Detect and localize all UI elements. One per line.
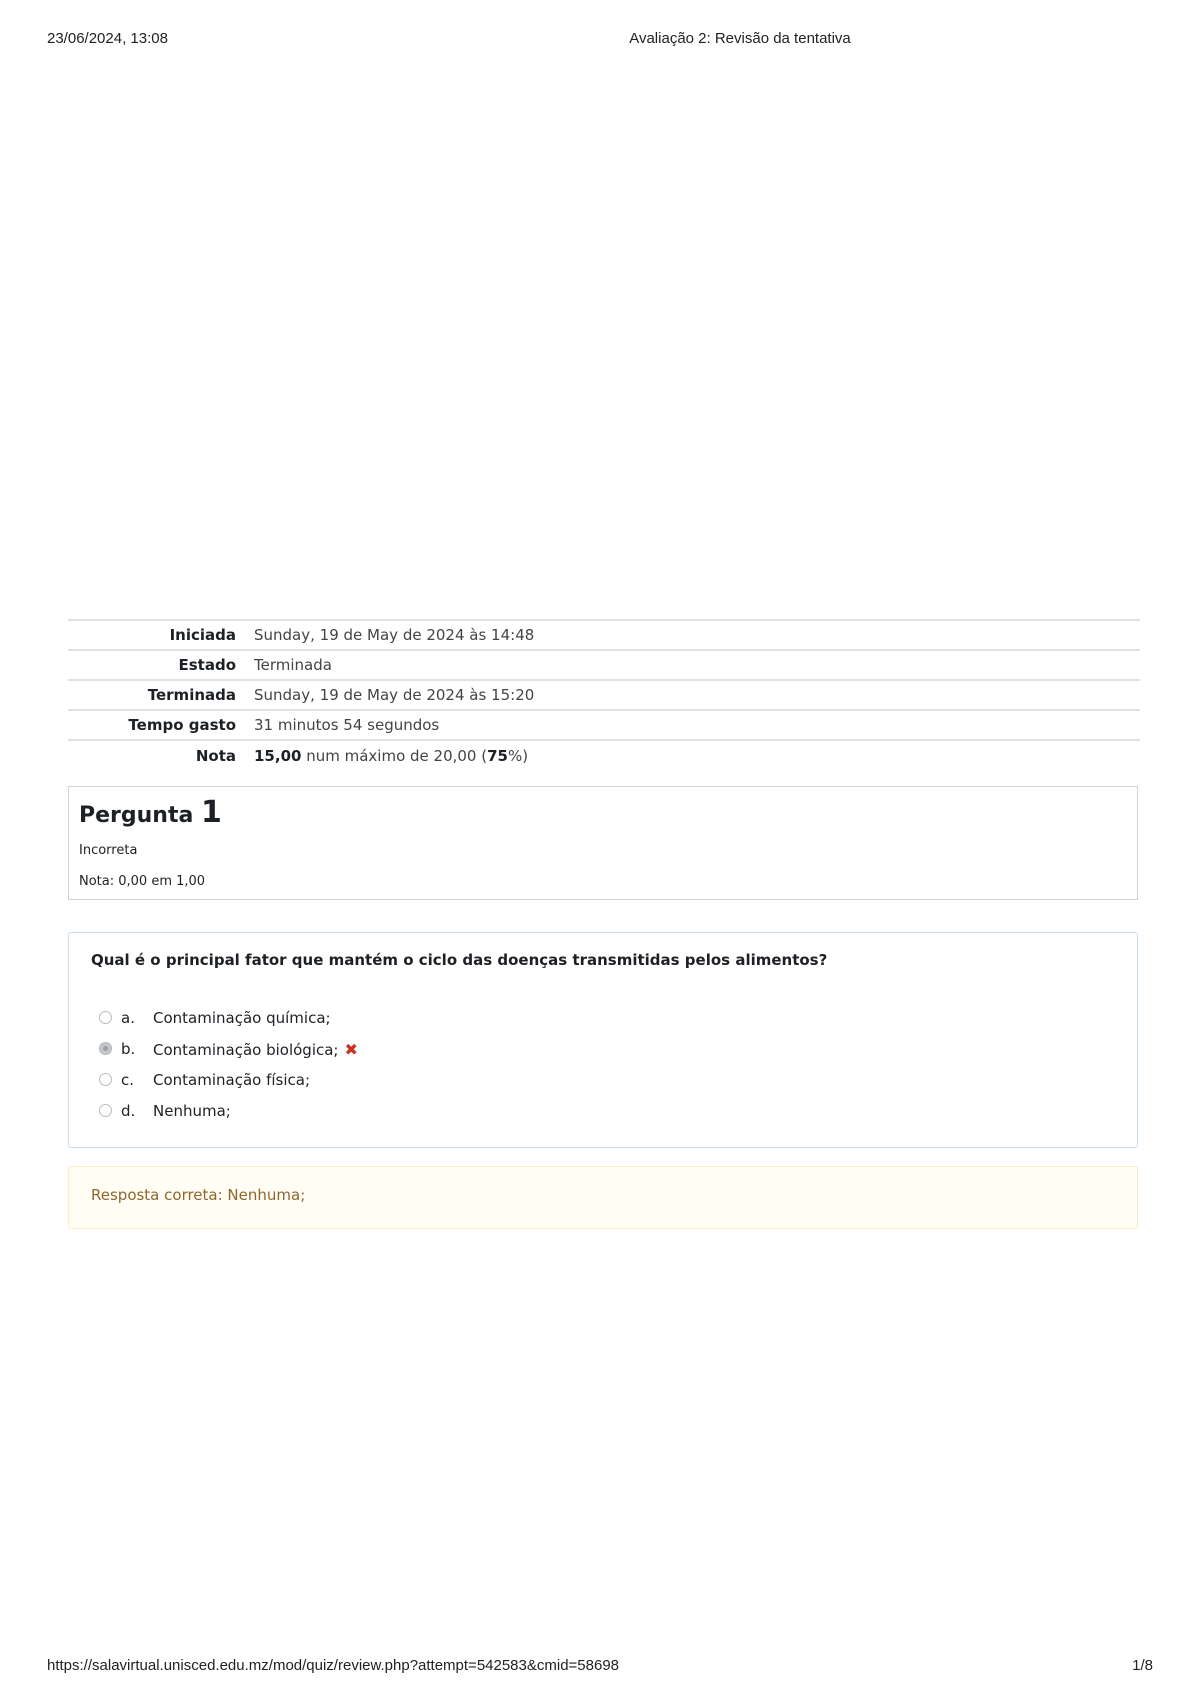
print-footer [47, 1657, 1153, 1677]
summary-row-state [68, 650, 1140, 680]
summary-row-time-taken [68, 710, 1140, 740]
question-text: Qual é o principal fator que mantém o ciclo das doenças transmitidas pelos alimentos? [91, 951, 828, 969]
question-state: Incorreta [79, 843, 138, 858]
question-grade: Nota: 0,00 em 1,00 [79, 874, 206, 889]
answer-letter: a. [121, 1009, 135, 1027]
radio-button[interactable] [99, 1011, 112, 1024]
print-title: Avaliação 2: Revisão da tentativa [629, 30, 851, 47]
answer-text: Contaminação biológica; [153, 1041, 339, 1059]
question-label: Pergunta [79, 803, 194, 828]
answer-letter: d. [121, 1102, 136, 1120]
right-answer: Resposta correta: Nenhuma; [91, 1186, 306, 1204]
print-url: https://salavirtual.unisced.edu.mz/mod/quiz/review.php?attempt=542583&cmid=58698 [47, 1657, 620, 1674]
question-outcome [68, 1166, 1138, 1229]
radio-button[interactable] [99, 1073, 112, 1086]
question-number-value: 1 [201, 795, 222, 830]
summary-label: Nota [68, 740, 254, 770]
summary-row-started [68, 620, 1140, 650]
question-formulation [68, 932, 1138, 1148]
summary-label: Tempo gasto [68, 710, 254, 740]
summary-label: Estado [68, 650, 254, 680]
answer-letter: c. [121, 1071, 135, 1089]
answer-text: Nenhuma; [153, 1102, 231, 1120]
attempt-summary-table [68, 619, 1140, 770]
grade-percent: 75 [487, 746, 508, 765]
grade-score: 15,00 [254, 746, 302, 765]
question-number [79, 795, 222, 830]
print-header [47, 30, 1153, 50]
answer-text-wrap [153, 1040, 358, 1059]
summary-label: Terminada [68, 680, 254, 710]
print-datetime: 23/06/2024, 13:08 [47, 30, 168, 47]
summary-row-grade [68, 740, 1140, 770]
question-info-box [68, 786, 1138, 900]
summary-value: Terminada [254, 650, 1140, 680]
radio-button-selected[interactable] [99, 1042, 112, 1055]
grade-suffix: %) [507, 746, 529, 765]
summary-value: Sunday, 19 de May de 2024 às 15:20 [254, 680, 1140, 710]
answer-text: Contaminação física; [153, 1071, 311, 1089]
summary-row-finished [68, 680, 1140, 710]
answer-letter: b. [121, 1040, 136, 1058]
radio-button[interactable] [99, 1104, 112, 1117]
summary-value: Sunday, 19 de May de 2024 às 14:48 [254, 620, 1140, 650]
cross-icon: ✖ [344, 1040, 358, 1059]
summary-label: Iniciada [68, 620, 254, 650]
answer-text: Contaminação química; [153, 1009, 331, 1027]
summary-grade-value [254, 740, 1140, 770]
print-page-number: 1/8 [1132, 1657, 1153, 1674]
summary-value: 31 minutos 54 segundos [254, 710, 1140, 740]
grade-middle: num máximo de 20,00 ( [301, 746, 488, 765]
